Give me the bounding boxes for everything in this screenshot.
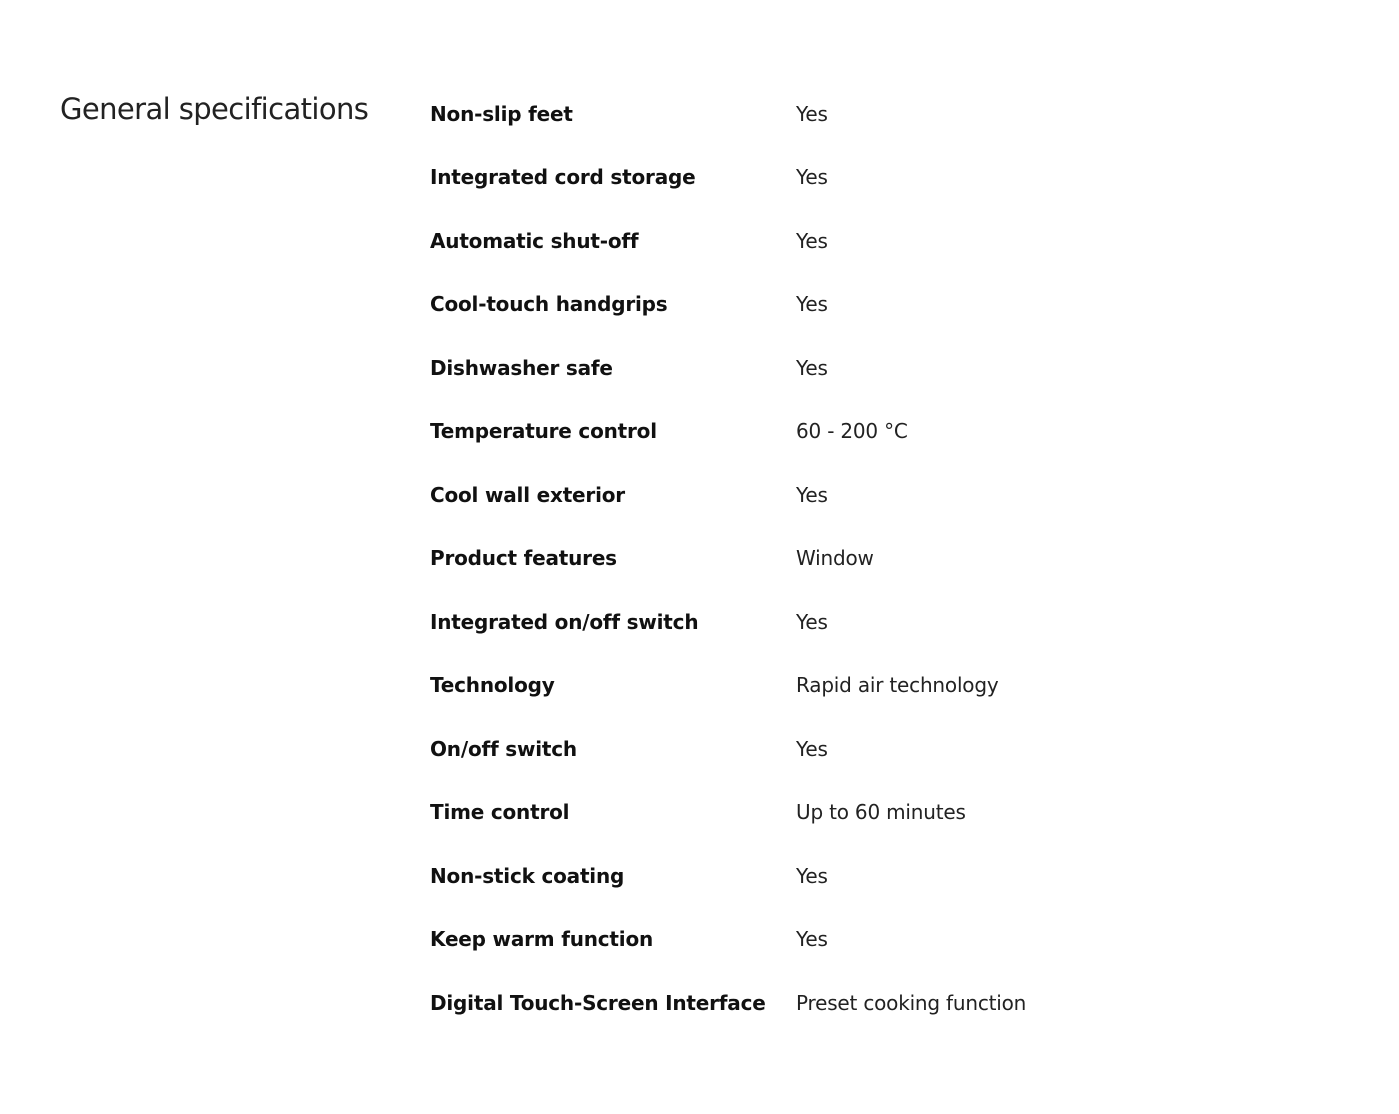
spec-label: Non-slip feet xyxy=(430,101,573,126)
spec-label: Cool wall exterior xyxy=(430,482,625,507)
spec-label: On/off switch xyxy=(430,736,577,761)
spec-row xyxy=(430,590,1330,654)
spec-value: Yes xyxy=(796,292,828,317)
spec-row xyxy=(430,654,1330,718)
spec-label: Automatic shut-off xyxy=(430,228,639,253)
spec-value: Yes xyxy=(796,482,828,507)
spec-value: Yes xyxy=(796,355,828,380)
spec-row xyxy=(430,82,1330,146)
spec-label: Integrated cord storage xyxy=(430,165,696,190)
spec-row xyxy=(430,463,1330,527)
spec-row xyxy=(430,527,1330,591)
spec-value: Up to 60 minutes xyxy=(796,800,966,825)
spec-label: Temperature control xyxy=(430,419,657,444)
spec-value: Yes xyxy=(796,165,828,190)
spec-label: Keep warm function xyxy=(430,927,654,952)
spec-row xyxy=(430,908,1330,972)
spec-row xyxy=(430,844,1330,908)
spec-value: Preset cooking function xyxy=(796,990,1027,1015)
spec-label: Product features xyxy=(430,546,617,571)
spec-row xyxy=(430,781,1330,845)
spec-value: 60 - 200 °C xyxy=(796,419,908,444)
spec-label: Dishwasher safe xyxy=(430,355,613,380)
spec-row xyxy=(430,971,1330,1035)
spec-row xyxy=(430,717,1330,781)
spec-value: Yes xyxy=(796,228,828,253)
spec-value: Yes xyxy=(796,736,828,761)
spec-value: Yes xyxy=(796,609,828,634)
spec-row xyxy=(430,400,1330,464)
spec-value: Window xyxy=(796,546,874,571)
spec-label: Integrated on/off switch xyxy=(430,609,699,634)
spec-label: Time control xyxy=(430,800,570,825)
spec-label: Technology xyxy=(430,673,555,698)
spec-label: Non-stick coating xyxy=(430,863,625,888)
spec-value: Yes xyxy=(796,927,828,952)
spec-row xyxy=(430,146,1330,210)
spec-value: Yes xyxy=(796,101,828,126)
spec-label: Digital Touch-Screen Interface xyxy=(430,990,766,1015)
spec-value: Yes xyxy=(796,863,828,888)
spec-label: Cool-touch handgrips xyxy=(430,292,668,317)
section-title: General specifications xyxy=(60,92,369,126)
spec-row xyxy=(430,209,1330,273)
spec-value: Rapid air technology xyxy=(796,673,999,698)
spec-row xyxy=(430,336,1330,400)
spec-list xyxy=(430,82,1330,1035)
spec-row xyxy=(430,273,1330,337)
